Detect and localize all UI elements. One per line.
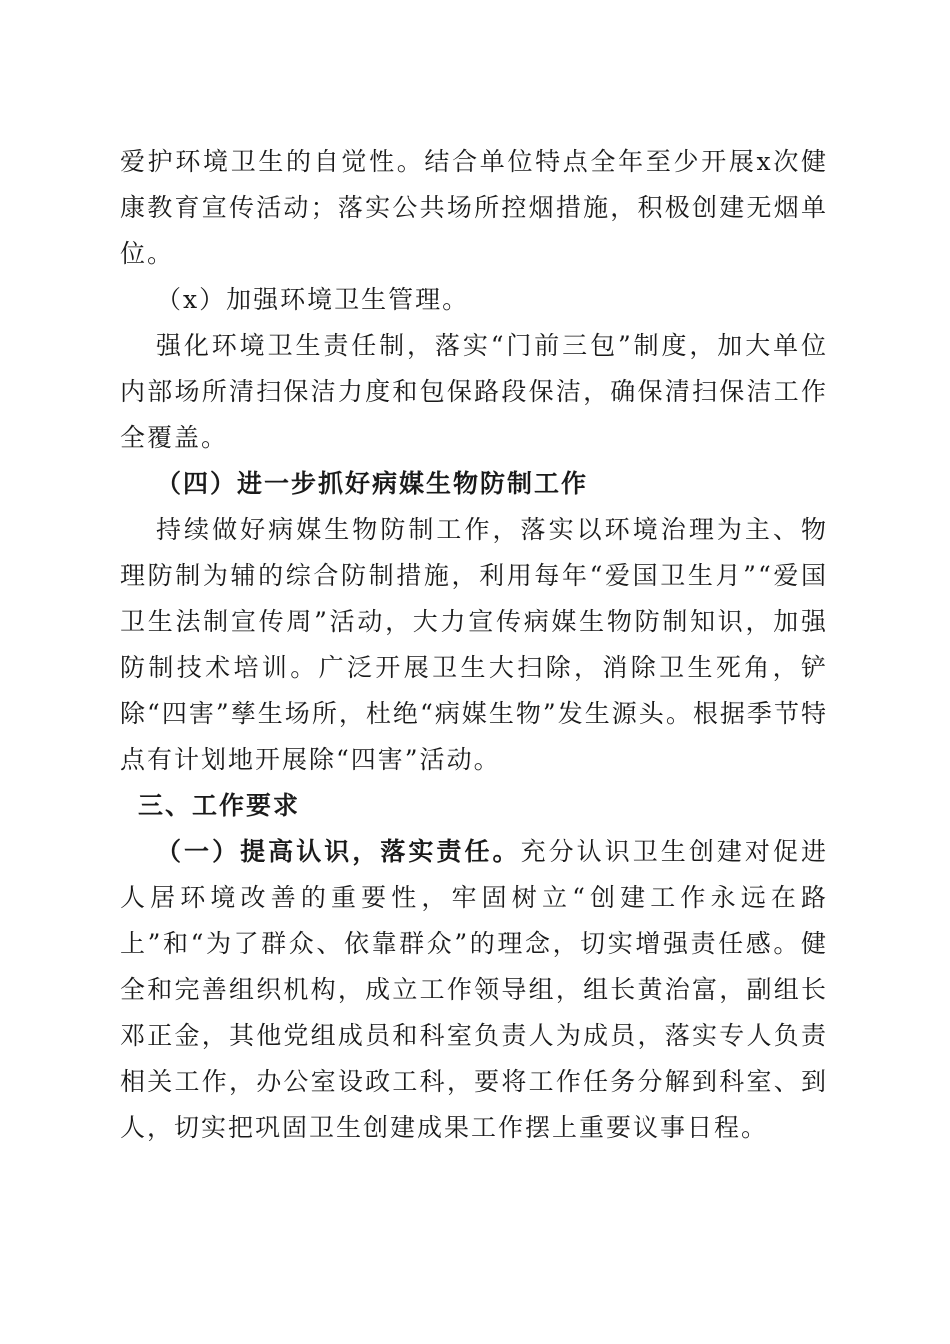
document-body [120,139,828,1151]
paragraph-vector-control: 持续做好病媒生物防制工作，落实以环境治理为主、物理防制为辅的综合防制措施，利用每年“爱国卫生月”“爱国卫生法制宣传周”活动，大力宣传病媒生物防制知识，加强防制技术培训。广泛开展卫生大扫除，消除卫生死角，铲除“四害”孳生场所，杜绝“病媒生物”发生源头。根据季节特点有计划地开展除“四害”活动。 [120,515,828,774]
subheading-vector-control: （四）进一步抓好病媒生物防制工作 [156,469,589,498]
paragraph-health-education: 爱护环境卫生的自觉性。结合单位特点全年至少开展x次健康教育宣传活动；落实公共场所控烟措施，积极创建无烟单位。 [120,147,828,268]
paragraph-lead-phrase: （一）提高认识，落实责任。 [156,837,521,866]
section-heading-work-requirements: 三、工作要求 [138,791,301,820]
subheading-environment-management: （x）加强环境卫生管理。 [156,285,470,314]
paragraph-body-text: 充分认识卫生创建对促进人居环境改善的重要性，牢固树立“创建工作永远在路上”和“为了群众、依靠群众”的理念，切实增强责任感。健全和完善组织机构，成立工作领导组，组长黄治富，副组长邓正金，其他党组成员和科室负责人为成员，落实专人负责相关工作，办公室设政工科，要将工作任务分解到科室、到人，切实把巩固卫生创建成果工作摆上重要议事日程。 [120,837,828,1142]
paragraph-environment-responsibility: 强化环境卫生责任制，落实“门前三包”制度，加大单位内部场所清扫保洁力度和包保路段保洁，确保清扫保洁工作全覆盖。 [120,331,828,452]
paragraph-awareness-responsibility [120,829,828,1151]
